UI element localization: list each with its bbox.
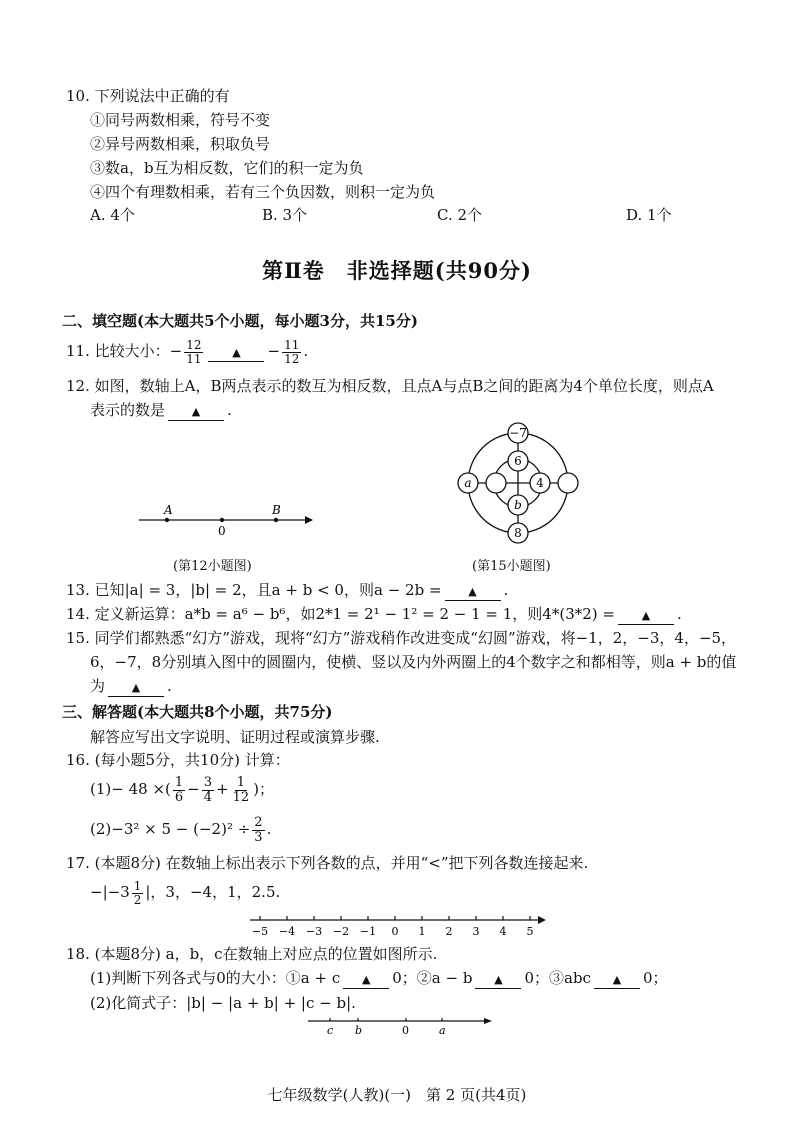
q17-number-line <box>246 908 550 940</box>
q10-statement-3: ③数a，b互为相反数，它们的积一定为负 <box>90 159 364 177</box>
q17-tick-label: 4 <box>499 925 507 938</box>
part-2-heading: 二、填空题(本大题共5个小题，每小题3分，共15分) <box>62 312 418 330</box>
q16-p1-f1-num: 1 <box>174 774 184 790</box>
q12-blank[interactable]: ▲ <box>168 404 224 421</box>
q15-value-top: −7 <box>509 426 527 440</box>
q16-part-2-lead: (2)−3² × 5 − (−2)² ÷ <box>90 820 251 838</box>
q15-line-2: 6，−7，8分别填入图中的圆圈内，使横、竖以及内外两圈上的4个数字之和都相等，则a + b的值 <box>90 653 737 671</box>
q12-label-a: A <box>164 503 173 517</box>
q16-part-1-op-1: − <box>187 780 200 798</box>
q16-part-1-fraction-3 <box>231 776 252 805</box>
q11-fraction-2 <box>282 339 301 366</box>
q18-blank-2[interactable]: ▲ <box>475 972 521 989</box>
q18-blank-1[interactable]: ▲ <box>343 972 389 989</box>
q16-part-1 <box>90 772 274 806</box>
q10-option-b: B. 3个 <box>262 206 308 224</box>
q15-caption: (第15小题图) <box>472 559 551 574</box>
q17-tick-label: 0 <box>391 925 399 938</box>
q12-point-b <box>274 518 278 522</box>
q12-caption: (第12小题图) <box>173 559 252 574</box>
q10-statement-1: ①同号两数相乘，符号不变 <box>90 111 271 129</box>
section-2-title: 第Ⅱ卷 非选择题(共90分) <box>262 258 532 283</box>
q11-lead: 11. 比较大小：− <box>66 342 183 360</box>
q18-axis-arrow <box>484 1018 492 1024</box>
q11-fraction-1-den: 11 <box>186 351 202 366</box>
part-3-note: 解答应写出文字说明、证明过程或演算步骤. <box>90 728 380 746</box>
q15-end: . <box>167 677 172 695</box>
q17-list-rest: |，3，−4，1，2.5. <box>145 883 281 901</box>
q13-end: . <box>503 581 509 599</box>
q17-tick-label: −2 <box>332 925 350 938</box>
q10-option-c: C. 2个 <box>437 206 483 224</box>
q18-part-1-end: 0； <box>642 969 668 987</box>
q18-number-line <box>306 1014 496 1040</box>
q16-p1-f2-num: 3 <box>203 774 212 790</box>
q12-point-a <box>165 518 169 522</box>
q17-stem: 17. (本题8分) 在数轴上标出表示下列各数的点，并用“<”把下列各数连接起来. <box>66 854 589 872</box>
q11-blank[interactable]: ▲ <box>208 345 264 362</box>
q17-number-list <box>90 876 280 908</box>
q13 <box>66 580 508 601</box>
q18-part-1-mid-2: 0；③abc <box>524 969 591 987</box>
q16-p1-f2-den: 4 <box>203 789 212 805</box>
q16-part-1-lead: (1)− 48 ×( <box>90 780 171 798</box>
q15-cell-inner-left <box>486 473 506 493</box>
q16-part-2-end: . <box>266 820 272 838</box>
q17-tick-label: 5 <box>526 925 534 938</box>
q10-option-d: D. 1个 <box>626 206 672 224</box>
q17-tick-label: 1 <box>418 925 426 938</box>
q15-cell-right <box>558 473 578 493</box>
q18-part-1 <box>90 968 668 989</box>
q14-blank[interactable]: ▲ <box>618 608 674 625</box>
q17-tick-label: −1 <box>359 925 377 938</box>
q18-label-c: c <box>327 1024 334 1037</box>
q15-blank[interactable]: ▲ <box>108 680 164 697</box>
q15-value-left: a <box>464 476 472 490</box>
q18-label-a: a <box>439 1024 446 1037</box>
q17-tick-label: 3 <box>472 925 480 938</box>
q12-line-2 <box>90 400 232 421</box>
q12-point-0 <box>220 518 224 522</box>
q14-end: . <box>676 605 682 623</box>
q18-part-2: (2)化简式子：|b| − |a + b| + |c − b|. <box>90 994 356 1012</box>
q16-part-1-fraction-2 <box>202 776 214 805</box>
q16-part-1-op-2: + <box>216 780 229 798</box>
q17-axis-arrow <box>538 916 546 924</box>
q16-part-2-fraction <box>252 816 264 845</box>
q15-value-inner-top: 6 <box>514 454 522 468</box>
page-footer: 七年级数学(人教)(一) 第 2 页(共4页) <box>267 1086 527 1104</box>
q17-tick-label: 2 <box>445 925 453 938</box>
q17-tick-label: −5 <box>251 925 269 938</box>
q17-list-fraction <box>132 880 144 907</box>
q12-number-line-figure <box>135 500 315 540</box>
q12-label-0: 0 <box>218 524 226 538</box>
q18-label-0: 0 <box>402 1024 409 1037</box>
q10-stem: 10. 下列说法中正确的有 <box>66 87 230 105</box>
q15-line-3-text: 为 <box>90 677 106 695</box>
q11-fraction-2-den: 12 <box>284 351 300 366</box>
q15-magic-circle-figure <box>452 421 586 545</box>
q12-line-2-text: 表示的数是 <box>90 401 166 419</box>
q16-part-2 <box>90 812 271 846</box>
q17-list-f-num: 1 <box>133 878 142 893</box>
q16-p1-f3-den: 12 <box>232 789 250 805</box>
q15-value-inner-bottom: b <box>514 498 522 512</box>
q15-line-3 <box>90 676 172 697</box>
q17-tick-label: −4 <box>278 925 296 938</box>
q15-value-bottom: 8 <box>514 526 522 540</box>
q11-fraction-2-num: 11 <box>284 337 300 352</box>
part-3-heading: 三、解答题(本大题共8个小题，共75分) <box>62 703 333 721</box>
q15-value-inner-right: 4 <box>536 476 544 490</box>
q16-part-1-end: )； <box>253 780 274 798</box>
q14 <box>66 604 682 625</box>
q11-fraction-1-num: 12 <box>186 337 202 352</box>
q16-p1-f3-num: 1 <box>236 774 245 790</box>
q11-fraction-1 <box>184 339 203 366</box>
q13-blank[interactable]: ▲ <box>445 584 501 601</box>
q17-tick-label: −3 <box>305 925 323 938</box>
q12-line-1: 12. 如图，数轴上A，B两点表示的数互为相反数，且点A与点B之间的距离为4个单位长度，则点A <box>66 377 714 395</box>
q16-p2-f-den: 3 <box>254 829 263 845</box>
q18-part-1-lead: (1)判断下列各式与0的大小：①a + c <box>90 969 341 987</box>
q12-axis-arrow <box>305 516 313 524</box>
q10-statement-2: ②异号两数相乘，积取负号 <box>90 135 271 153</box>
q16-p1-f1-den: 6 <box>174 789 184 805</box>
q12-label-b: B <box>272 503 281 517</box>
q18-label-b: b <box>355 1024 363 1037</box>
q13-text: 13. 已知|a| = 3，|b| = 2，且a + b < 0，则a − 2b = <box>66 581 442 599</box>
q18-part-1-mid-1: 0；②a − b <box>392 969 473 987</box>
q18-blank-3[interactable]: ▲ <box>594 972 640 989</box>
q16-part-1-fraction-1 <box>173 776 185 805</box>
q17-list-lead: −|−3 <box>90 883 130 901</box>
q14-text: 14. 定义新运算：a*b = a⁶ − b⁶，如2*1 = 2¹ − 1² = 2 − 1 = 1，则4*(3*2) = <box>66 605 615 623</box>
q11-end: . <box>303 342 309 360</box>
q17-list-f-den: 2 <box>133 892 142 907</box>
q11 <box>66 336 308 366</box>
q10-statement-4: ④四个有理数相乘，若有三个负因数，则积一定为负 <box>90 183 436 201</box>
q12-end: . <box>227 401 232 419</box>
q18-stem: 18. (本题8分) a，b，c在数轴上对应点的位置如图所示. <box>66 945 438 963</box>
q10-option-a: A. 4个 <box>90 206 135 224</box>
q11-minus: − <box>267 342 281 360</box>
q15-line-1: 15. 同学们都熟悉“幻方”游戏，现将“幻方”游戏稍作改进变成“幻圆”游戏，将−1，2，−3，4，−5， <box>66 629 737 647</box>
q16-p2-f-num: 2 <box>254 814 263 830</box>
q16-stem: 16. (每小题5分，共10分) 计算： <box>66 751 290 769</box>
